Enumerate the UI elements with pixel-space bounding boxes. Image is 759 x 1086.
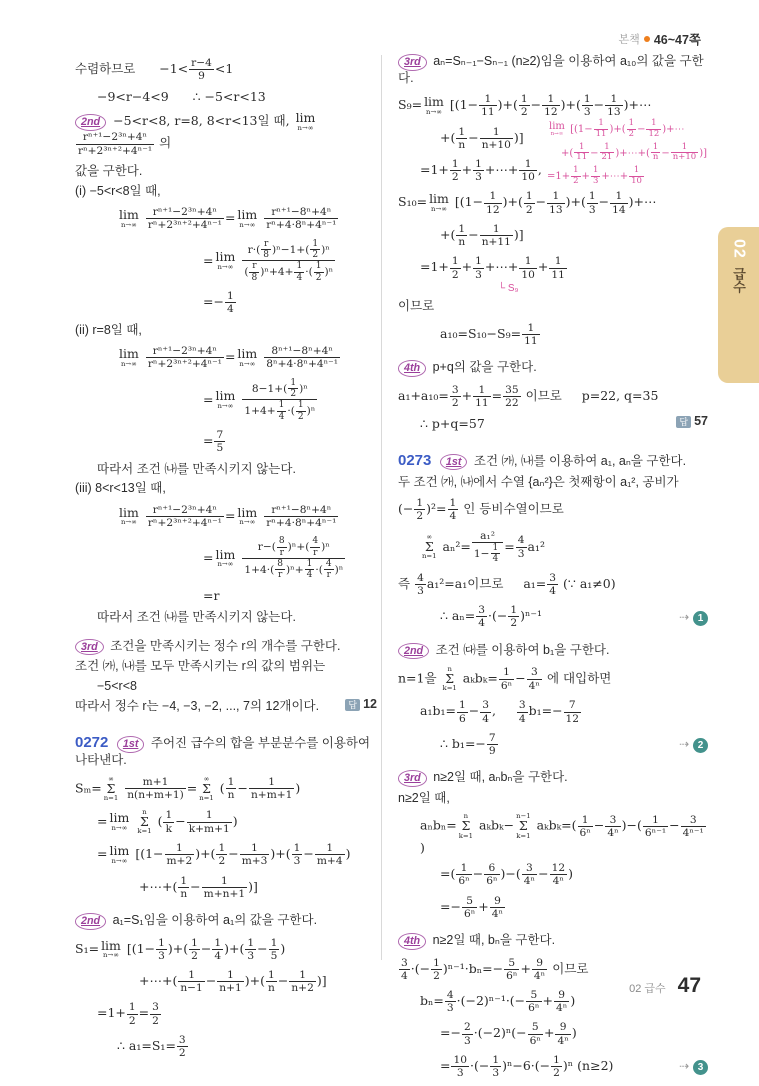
fraction: $\frac{1}{n}$ [227, 775, 235, 802]
fraction: $\frac{1}{2}$ [520, 92, 528, 119]
fraction: $\frac{1}{2}$ [191, 935, 198, 962]
bullet-icon [644, 36, 650, 42]
fraction: $\frac{1}{3}$ [592, 165, 599, 186]
fraction: $\frac{\text{rⁿ⁺¹−2³ⁿ+4ⁿ}}{\text{rⁿ+2³ⁿ⁺²+4ⁿ⁻¹}}$ [147, 344, 222, 371]
text-line: =1+ $\frac{1}{2}$ + $\frac{1}{3}$ +⋯+ $\frac{1}{10}$ [547, 165, 642, 186]
fraction: $\frac{3}{\text{4ⁿ}}$ [607, 812, 619, 839]
math-line: bₙ= $\frac{4}{3}$ ·(−2)ⁿ⁻¹·(− $\frac{5}{\text{6ⁿ}}$ + $\frac{9}{\text{4ⁿ}}$ ) [420, 987, 576, 1015]
math-line: ∴ aₙ= $\frac{3}{4}$ ·(− $\frac{1}{2}$ )ⁿ⁻¹ ⇢ 1 [398, 604, 708, 629]
fraction: $\frac{r}{8}$ [263, 238, 269, 260]
fraction: $\frac{1}{\text{6ⁿ}}$ [458, 861, 470, 888]
math-line: S₁₀= lim n→∞ [(1− $\frac{1}{12}$ )+( $\frac{1}{2}$ − $\frac{1}{13}$ )+( $\frac{1}{3}$ − $\frac{1}{14}$ )+⋯ [398, 189, 657, 216]
fraction: $\frac{1}{n+10}$ [672, 141, 697, 163]
fraction: $\frac{5}{\text{6ⁿ}}$ [506, 955, 518, 982]
fraction: $\frac{\text{rⁿ⁺¹−8ⁿ+4ⁿ}}{\text{rⁿ+4·8ⁿ+4ⁿ⁻¹}}$ [266, 205, 337, 232]
fraction: $\frac{1}{n}$ [180, 873, 188, 900]
fraction: $\frac{1}{11}$ [524, 320, 538, 348]
math-line: ∴ a₁=S₁= $\frac{3}{2}$ [117, 1032, 186, 1060]
fraction: $\frac{1}{m+n+1}$ [203, 873, 246, 900]
fraction: $\frac{1}{4}$ [278, 400, 285, 422]
fraction: $\frac{1}{2}$ [312, 238, 319, 260]
fraction: $\frac{1}{2}$ [525, 189, 533, 216]
fraction: $\frac{1}{k+m+1}$ [188, 808, 230, 835]
math-line: S₁= lim n→∞ [(1− $\frac{1}{3}$ )+( $\frac{1}{2}$ − $\frac{1}{4}$ )+( $\frac{1}{3}$ − $\frac{1}{5}$ ) [75, 935, 286, 962]
math-line: =1+ $\frac{1}{2}$ + $\frac{1}{3}$ +⋯+ $\frac{1}{10}$ + $\frac{1}{11}$ [420, 254, 565, 281]
fraction: $\frac{1}{3}$ [475, 254, 482, 281]
fraction: $\frac{1}{10}$ [521, 157, 535, 184]
problem-number: 0272 [75, 734, 109, 752]
fraction: $\frac{1}{m+4}$ [316, 841, 343, 868]
fraction: $\frac{3}{4}$ [482, 698, 489, 725]
math-line: n=1을 n Σ k=1 aₖbₖ= $\frac{1}{\text{6ⁿ}}$ − $\frac{3}{\text{4ⁿ}}$ 에 대입하면 [398, 665, 612, 693]
fraction: $\frac{\text{rⁿ⁺¹−8ⁿ+4ⁿ}}{\text{rⁿ+4·8ⁿ+4ⁿ⁻¹}}$ [266, 502, 337, 529]
fraction: $\frac{6}{\text{6ⁿ}}$ [486, 861, 498, 888]
text-line: 값을 구한다. [75, 163, 143, 178]
column-divider [381, 55, 382, 960]
math-line: +⋯+( $\frac{1}{n}$ − $\frac{1}{m+n+1}$ )] [139, 873, 258, 900]
math-line: =( $\frac{1}{\text{6ⁿ}}$ − $\frac{6}{\text{6ⁿ}}$ )−( $\frac{3}{\text{4ⁿ}}$ − $\frac{12}{\text{4ⁿ}}$ ) [440, 861, 573, 888]
fraction: $\frac{3}{\text{4ⁿ}}$ [523, 861, 536, 888]
limit-operator: lim n→∞ [237, 207, 258, 229]
fraction: $\frac{35}{22}$ [505, 382, 519, 410]
fraction: $\frac{1}{11}$ [576, 141, 588, 163]
text-line: n≥2일 때, [398, 790, 450, 805]
fraction: $\frac{7}{12}$ [565, 698, 580, 725]
text-line: └ S₉ [498, 282, 519, 294]
text-line: 3rd 조건을 만족시키는 정수 r의 개수를 구한다. [75, 639, 377, 656]
sum-operator: ∞ Σ n=1 [422, 533, 437, 561]
fraction: $\frac{10}{3}$ [453, 1052, 467, 1080]
sum-operator: ∞ Σ n=1 [103, 774, 119, 803]
sum-operator: n−1 Σ k=1 [516, 812, 531, 840]
fraction: $\frac{\text{rⁿ⁺¹−2³ⁿ+4ⁿ}}{\text{rⁿ+2³ⁿ⁺²+4ⁿ⁻¹}}$ [147, 205, 222, 232]
limit-operator: lim n→∞ [215, 388, 236, 410]
fraction: $\frac{1}{4}$ [492, 542, 499, 565]
answer-badge: 답 57 [676, 414, 708, 430]
step-badge: 4th [398, 360, 426, 377]
fraction: $\frac{3}{4}$ [478, 603, 486, 630]
fraction: $\frac{1}{2}$ [315, 261, 322, 283]
fraction: $\frac{1}{14}$ [612, 189, 626, 216]
text-line: 2nd a₁=S₁임을 이용하여 a₁의 값을 구한다. [75, 913, 377, 930]
math-line: +( $\frac{1}{n}$ − $\frac{1}{n+11}$ )] [440, 221, 524, 249]
fraction: r·( $\frac{r}{8}$ )ⁿ−1+( $\frac{1}{2}$ )ⁿ ( $\frac{r}{8}$ )ⁿ+4+ $\frac{1}{4}$ ·( $\frac{1}{2}$ )ⁿ [244, 238, 334, 283]
step-badge: 3rd [398, 54, 427, 71]
footer-page-number: 47 [677, 974, 701, 997]
fraction: a₁² 1− $\frac{1}{4}$ [472, 530, 503, 565]
math-line: a₁+a₁₀= $\frac{3}{2}$ + $\frac{1}{11}$ = $\frac{35}{22}$ 이므로 p=22, q=35 [398, 382, 659, 410]
limit-operator: lim n→∞ [119, 207, 139, 229]
math-line: 즉 $\frac{4}{3}$ a₁²=a₁이므로 a₁= $\frac{3}{4}$ (∵ a₁≠0) [398, 570, 616, 597]
limit-operator: lim n→∞ [215, 249, 236, 271]
text-line: lim n→∞ [(1− $\frac{1}{11}$ )+( $\frac{1}{2}$ − $\frac{1}{12}$ )+⋯ [549, 118, 685, 139]
math-line: a₁b₁= $\frac{1}{6}$ − $\frac{3}{4}$ , $\frac{3}{4}$ b₁=− $\frac{7}{12}$ [420, 698, 580, 725]
math-line: = lim n→∞ n Σ k=1 ( $\frac{1}{k}$ − $\frac{1}{k+m+1}$ ) [97, 807, 238, 836]
fraction: $\frac{1}{13}$ [607, 92, 621, 119]
fraction: $\frac{1}{n+10}$ [481, 124, 511, 151]
fraction: $\frac{3}{\text{4ⁿ}}$ [528, 665, 541, 692]
fraction: $\frac{1}{12}$ [544, 92, 558, 119]
fraction: $\frac{1}{2}$ [628, 118, 635, 139]
text-line: +( $\frac{1}{11}$ − $\frac{1}{21}$ )+⋯+( $\frac{1}{n}$ − $\frac{1}{n+10}$ )] [561, 141, 707, 163]
fraction: $\frac{1}{6}$ [458, 698, 466, 725]
fraction: $\frac{4}{3}$ [446, 987, 454, 1015]
fraction: $\frac{3}{4}$ [549, 570, 557, 597]
text-line: 조건 ㈎, ㈏를 모두 만족시키는 r의 값의 범위는 [75, 659, 326, 674]
fraction: $\frac{9}{\text{4ⁿ}}$ [555, 987, 568, 1015]
left-column [75, 50, 377, 1066]
fraction: $\frac{1}{12}$ [648, 118, 660, 139]
fraction: $\frac{3}{2}$ [451, 382, 459, 410]
fraction: $\frac{1}{11}$ [481, 92, 495, 119]
fraction: $\frac{4}{3}$ [417, 570, 424, 597]
sum-operator: ∞ Σ n=1 [199, 774, 214, 803]
math-line: 2nd −5<r<8, r=8, 8<r<13일 때, lim n→∞ $\frac{\text{rⁿ⁺¹−2³ⁿ+4ⁿ}}{\text{rⁿ+2³ⁿ⁺²+4ⁿ⁻¹}}$ 의 [75, 112, 377, 157]
reference-circle-number: ⇢ 3 [679, 1059, 708, 1075]
math-line: = lim n→∞ 8−1+( $\frac{1}{2}$ )ⁿ 1+4+ $\frac{1}{4}$ ·( $\frac{1}{2}$ )ⁿ [203, 377, 316, 422]
fraction: $\frac{r}{8}$ [251, 261, 258, 283]
step-badge: 2nd [75, 913, 106, 930]
fraction: $\frac{3}{4}$ [401, 955, 408, 982]
math-line: = lim n→∞ [(1− $\frac{1}{m+2}$ )+( $\frac{1}{2}$ − $\frac{1}{m+3}$ )+( $\frac{1}{3}$ − $\frac{1}{m+4}$ ) [97, 841, 351, 868]
fraction: r−( $\frac{8}{r}$ )ⁿ+( $\frac{4}{r}$ )ⁿ 1+4·( $\frac{8}{r}$ )ⁿ+ $\frac{1}{4}$ ·( $\frac{4}{r}$ )ⁿ [244, 536, 344, 581]
limit-operator: lim n→∞ [119, 504, 139, 527]
fraction: $\frac{1}{n}$ [458, 124, 466, 151]
fraction: $\frac{1}{\text{6ⁿ}}$ [579, 812, 591, 839]
step-badge: 3rd [398, 770, 427, 787]
text-line: 따라서 조건 ㈏를 만족시키지 않는다. [97, 610, 296, 625]
limit-operator: lim n→∞ [424, 94, 444, 116]
step-badge: 2nd [398, 643, 429, 660]
page-footer [629, 974, 701, 998]
fraction: $\frac{8}{r}$ [277, 558, 283, 581]
fraction: $\frac{1}{2}$ [297, 400, 304, 422]
fraction: $\frac{9}{\text{4ⁿ}}$ [557, 1020, 569, 1047]
fraction: $\frac{1}{4}$ [449, 496, 457, 523]
math-line: =r [203, 587, 220, 603]
fraction: $\frac{1}{11}$ [475, 382, 489, 410]
fraction: $\frac{1}{n-1}$ [180, 968, 203, 995]
fraction: $\frac{5}{\text{6ⁿ}}$ [529, 1020, 541, 1047]
text-line: 따라서 조건 ㈏를 만족시키지 않는다. [97, 461, 296, 476]
fraction: $\frac{1}{\text{6ⁿ⁻¹}}$ [644, 812, 667, 839]
math-line: aₙbₙ= n Σ k=1 aₖbₖ− n−1 Σ k=1 aₖbₖ=( $\frac{1}{\text{6ⁿ}}$ − $\frac{3}{\text{4ⁿ}}$ )−( $\frac{1}{\text{6ⁿ⁻¹}}$ − $\frac{3}{\text{4ⁿ⁻¹}}$ ) [420, 812, 704, 855]
fraction: $\frac{1}{m+2}$ [166, 841, 193, 868]
fraction: $\frac{1}{5}$ [270, 935, 278, 962]
fraction: $\frac{1}{n}$ [268, 968, 275, 995]
fraction: $\frac{1}{2}$ [451, 157, 459, 184]
right-column [398, 50, 708, 1086]
fraction: $\frac{3}{2}$ [178, 1032, 186, 1060]
fraction: $\frac{8}{r}$ [278, 536, 285, 558]
fraction: $\frac{m+1}{n(n+m+1)}$ [127, 775, 184, 802]
fraction: $\frac{1}{n}$ [458, 221, 466, 249]
math-line: $\frac{3}{4}$ ·(− $\frac{1}{2}$ )ⁿ⁻¹·bₙ=− $\frac{5}{\text{6ⁿ}}$ + $\frac{9}{\text{4ⁿ}}$ 이므로 [401, 955, 589, 982]
fraction: $\frac{1}{n+m+1}$ [250, 775, 293, 802]
math-line: S₉= lim n→∞ [(1− $\frac{1}{11}$ )+( $\frac{1}{2}$ − $\frac{1}{12}$ )+( $\frac{1}{3}$ − $\frac{1}{13}$ )+⋯ [398, 92, 652, 119]
fraction: $\frac{1}{2}$ [218, 841, 226, 868]
fraction: $\frac{1}{11}$ [595, 118, 607, 139]
sum-operator: n Σ k=1 [442, 665, 457, 693]
fraction: $\frac{7}{5}$ [216, 428, 224, 455]
text-line: 따라서 정수 r는 −4, −3, −2, ..., 7의 12개이다. 답 12 [75, 696, 377, 713]
limit-operator: lim n→∞ [429, 191, 449, 213]
limit-operator: lim n→∞ [101, 937, 121, 960]
fraction: $\frac{1}{4}$ [306, 558, 313, 581]
limit-operator: lim n→∞ [119, 346, 139, 368]
fraction: $\frac{1}{13}$ [549, 189, 563, 216]
math-line: =− $\frac{1}{4}$ [203, 289, 234, 316]
fraction: $\frac{7}{9}$ [488, 730, 496, 757]
fraction: $\frac{1}{3}$ [247, 935, 255, 962]
math-line: = $\frac{7}{5}$ [203, 428, 224, 455]
sum-operator: n Σ k=1 [458, 812, 474, 840]
math-line: =1+ $\frac{1}{2}$ = $\frac{3}{2}$ [97, 1000, 159, 1027]
math-line: −9<r−4<9 ∴ −5<r<13 [97, 89, 266, 105]
fraction: $\frac{1}{3}$ [293, 841, 301, 868]
fraction: $\frac{2}{3}$ [463, 1020, 471, 1047]
fraction: $\frac{1}{n+2}$ [291, 968, 314, 995]
math-line: lim n→∞ $\frac{\text{rⁿ⁺¹−2³ⁿ+4ⁿ}}{\text{rⁿ+2³ⁿ⁺²+4ⁿ⁻¹}}$ = lim n→∞ $\frac{\text{rⁿ⁺¹−8ⁿ+4ⁿ}}{\text{rⁿ+4·8ⁿ+4ⁿ⁻¹}}$ [119, 502, 337, 529]
math-line: +⋯+( $\frac{1}{n-1}$ − $\frac{1}{n+1}$ )+( $\frac{1}{n}$ − $\frac{1}{n+2}$ )] [139, 968, 327, 995]
fraction: $\frac{r-4}{9}$ [191, 56, 212, 83]
fraction: $\frac{1}{3}$ [583, 92, 591, 119]
fraction: $\frac{\text{rⁿ⁺¹−2³ⁿ+4ⁿ}}{\text{rⁿ+2³ⁿ⁺²+4ⁿ⁻¹}}$ [147, 502, 222, 529]
fraction: $\frac{1}{k}$ [165, 808, 173, 835]
math-line: lim n→∞ $\frac{\text{rⁿ⁺¹−2³ⁿ+4ⁿ}}{\text{rⁿ+2³ⁿ⁺²+4ⁿ⁻¹}}$ = lim n→∞ $\frac{\text{rⁿ⁺¹−8ⁿ+4ⁿ}}{\text{rⁿ+4·8ⁿ+4ⁿ⁻¹}}$ [119, 205, 337, 232]
pink-annotation [547, 116, 759, 190]
limit-operator: lim n→∞ [237, 346, 258, 368]
fraction: $\frac{1}{4}$ [296, 261, 303, 283]
text-line: 두 조건 ㈎, ㈏에서 수열 {aₙ²}은 첫째항이 a₁², 공비가 [398, 474, 679, 489]
page-header [619, 30, 701, 48]
math-line: 수렴하므로 −1< $\frac{r-4}{9}$ <1 [75, 56, 234, 83]
text-line: 2nd 조건 ㈐를 이용하여 b₁을 구한다. [398, 643, 708, 660]
limit-operator: lim n→∞ [109, 810, 130, 832]
reference-circle-number: ⇢ 2 [679, 737, 708, 753]
fraction: $\frac{4}{3}$ [517, 533, 525, 560]
math-line: ∞ Σ n=1 aₙ²= a₁² 1− $\frac{1}{4}$ = $\frac{4}{3}$ a₁² [422, 528, 545, 565]
text-line: 이므로 [398, 299, 435, 314]
fraction: $\frac{1}{10}$ [521, 254, 535, 281]
fraction: $\frac{1}{2}$ [290, 377, 297, 399]
fraction: $\frac{4}{r}$ [325, 558, 332, 581]
fraction: $\frac{1}{n}$ [652, 141, 659, 163]
text-line: 0272 1st 주어진 급수의 합을 부분분수를 이용하여 나타낸다. [75, 734, 374, 768]
reference-circle-number: ⇢ 1 [679, 610, 708, 626]
book-label: 본책 [618, 34, 640, 46]
math-line: a₁₀=S₁₀−S₉= $\frac{1}{11}$ [440, 320, 538, 348]
text-line: (iii) 8<r<13일 때, [75, 481, 166, 496]
math-line: +( $\frac{1}{n}$ − $\frac{1}{n+10}$ )] [440, 124, 524, 151]
math-line: (− $\frac{1}{2}$ )²= $\frac{1}{4}$ 인 등비수열이므로 [398, 496, 564, 523]
text-line: 4th n≥2일 때, bₙ을 구한다. [398, 933, 708, 950]
problem-number: 0273 [398, 451, 432, 469]
fraction: $\frac{1}{2}$ [128, 1000, 136, 1027]
fraction: $\frac{4}{r}$ [312, 536, 319, 558]
fraction: $\frac{1}{10}$ [631, 165, 642, 186]
step-badge: 4th [398, 933, 426, 950]
limit-operator: lim n→∞ [295, 110, 316, 132]
math-line: =1+ $\frac{1}{2}$ + $\frac{1}{3}$ +⋯+ $\frac{1}{10}$ , [420, 157, 542, 184]
text-line: 3rd aₙ=Sₙ₋₁−Sₙ₋₁ (n≥2)임을 이용하여 a₁₀의 값을 구한다. [398, 54, 704, 85]
fraction: $\frac{12}{\text{4ⁿ}}$ [551, 861, 566, 888]
fraction: $\frac{1}{3}$ [492, 1052, 500, 1080]
step-badge: 1st [440, 454, 468, 471]
math-line: Sₘ= ∞ Σ n=1 $\frac{m+1}{n(n+m+1)}$ = ∞ Σ n=1 ( $\frac{1}{n}$ − $\frac{1}{n+m+1}$ ) [75, 774, 301, 803]
fraction: $\frac{5}{\text{6ⁿ}}$ [463, 893, 476, 920]
fraction: $\frac{1}{2}$ [553, 1052, 560, 1080]
fraction: $\frac{3}{2}$ [152, 1000, 159, 1027]
footer-section: 02 급수 [629, 983, 666, 995]
fraction: $\frac{\text{8ⁿ⁺¹−8ⁿ+4ⁿ}}{\text{8ⁿ+4·8ⁿ+4ⁿ⁻¹}}$ [266, 344, 339, 371]
text-line: 3rd n≥2일 때, aₙbₙ을 구한다. [398, 770, 708, 787]
math-line: = $\frac{10}{3}$ ·(− $\frac{1}{3}$ )ⁿ−6·(− $\frac{1}{2}$ )ⁿ (n≥2) ⇢ 3 [398, 1054, 708, 1079]
sum-operator: n Σ k=1 [137, 807, 152, 836]
fraction: $\frac{1}{m+3}$ [241, 841, 268, 868]
math-line: = lim n→∞ r−( $\frac{8}{r}$ )ⁿ+( $\frac{4}{r}$ )ⁿ 1+4·( $\frac{8}{r}$ )ⁿ+ $\frac{1}{4}$ ·( $\frac{4}{r}$ )ⁿ [203, 536, 344, 581]
text-line: (i) −5<r<8일 때, [75, 183, 161, 198]
math-line: ∴ p+q=57 답 57 [420, 414, 708, 432]
chapter-label: 급수 [731, 266, 746, 293]
fraction: $\frac{1}{4}$ [214, 935, 222, 962]
step-badge: 2nd [75, 114, 106, 131]
math-line: =− $\frac{5}{\text{6ⁿ}}$ + $\frac{9}{\text{4ⁿ}}$ [440, 893, 504, 920]
fraction: $\frac{\text{rⁿ⁺¹−2³ⁿ+4ⁿ}}{\text{rⁿ+2³ⁿ⁺²+4ⁿ⁻¹}}$ [78, 130, 153, 157]
text-line: 4th p+q의 값을 구한다. [398, 360, 708, 377]
math-line: ∴ b₁=− $\frac{7}{9}$ ⇢ 2 [398, 732, 708, 757]
fraction: $\frac{1}{2}$ [451, 254, 459, 281]
limit-operator: lim n→∞ [549, 120, 565, 137]
fraction: $\frac{1}{3}$ [158, 935, 165, 962]
fraction: $\frac{3}{4}$ [518, 698, 526, 725]
limit-operator: lim n→∞ [215, 546, 236, 569]
limit-operator: lim n→∞ [109, 843, 130, 865]
math-line: = lim n→∞ r·( $\frac{r}{8}$ )ⁿ−1+( $\frac{1}{2}$ )ⁿ ( $\frac{r}{8}$ )ⁿ+4+ $\frac{1}{4}$ ·( $\frac{1}{2}$ )ⁿ [203, 238, 334, 283]
step-badge: 3rd [75, 639, 104, 656]
fraction: $\frac{1}{n+11}$ [481, 221, 511, 249]
step-badge: 1st [117, 736, 145, 753]
math-line: lim n→∞ $\frac{\text{rⁿ⁺¹−2³ⁿ+4ⁿ}}{\text{rⁿ+2³ⁿ⁺²+4ⁿ⁻¹}}$ = lim n→∞ $\frac{\text{8ⁿ⁺¹−8ⁿ+4ⁿ}}{\text{8ⁿ+4·8ⁿ+4ⁿ⁻¹}}$ [119, 344, 339, 371]
page-range: 46~47쪽 [653, 33, 701, 47]
fraction: $\frac{1}{2}$ [416, 496, 424, 523]
fraction: $\frac{1}{12}$ [486, 189, 500, 216]
fraction: $\frac{1}{11}$ [551, 254, 565, 281]
chapter-number: 02 [730, 239, 748, 259]
fraction: $\frac{1}{2}$ [433, 955, 440, 982]
fraction: $\frac{3}{\text{4ⁿ⁻¹}}$ [682, 812, 704, 839]
fraction: $\frac{1}{3}$ [475, 157, 482, 184]
limit-operator: lim n→∞ [237, 504, 258, 527]
fraction: $\frac{1}{21}$ [601, 141, 613, 163]
text-line: (ii) r=8일 때, [75, 322, 142, 337]
chapter-tab [718, 227, 759, 383]
text-line: 0273 1st 조건 ㈎, ㈏를 이용하여 a₁, aₙ을 구한다. [398, 451, 687, 469]
fraction: $\frac{1}{2}$ [573, 165, 579, 186]
text-line: −5<r<8 [97, 679, 137, 694]
fraction: 8−1+( $\frac{1}{2}$ )ⁿ 1+4+ $\frac{1}{4}$ ·( $\frac{1}{2}$ )ⁿ [244, 377, 316, 422]
answer-badge: 답 12 [345, 697, 377, 713]
fraction: $\frac{1}{\text{6ⁿ}}$ [500, 665, 513, 692]
fraction: $\frac{1}{3}$ [588, 189, 596, 216]
math-line: =− $\frac{2}{3}$ ·(−2)ⁿ(− $\frac{5}{\text{6ⁿ}}$ + $\frac{9}{\text{4ⁿ}}$ ) [440, 1020, 577, 1047]
fraction: $\frac{1}{n+1}$ [219, 968, 242, 995]
fraction: $\frac{9}{\text{4ⁿ}}$ [533, 955, 546, 982]
fraction: $\frac{5}{\text{6ⁿ}}$ [528, 987, 540, 1015]
fraction: $\frac{9}{\text{4ⁿ}}$ [491, 893, 504, 920]
fraction: $\frac{1}{2}$ [510, 603, 518, 630]
fraction: $\frac{1}{4}$ [226, 289, 234, 316]
